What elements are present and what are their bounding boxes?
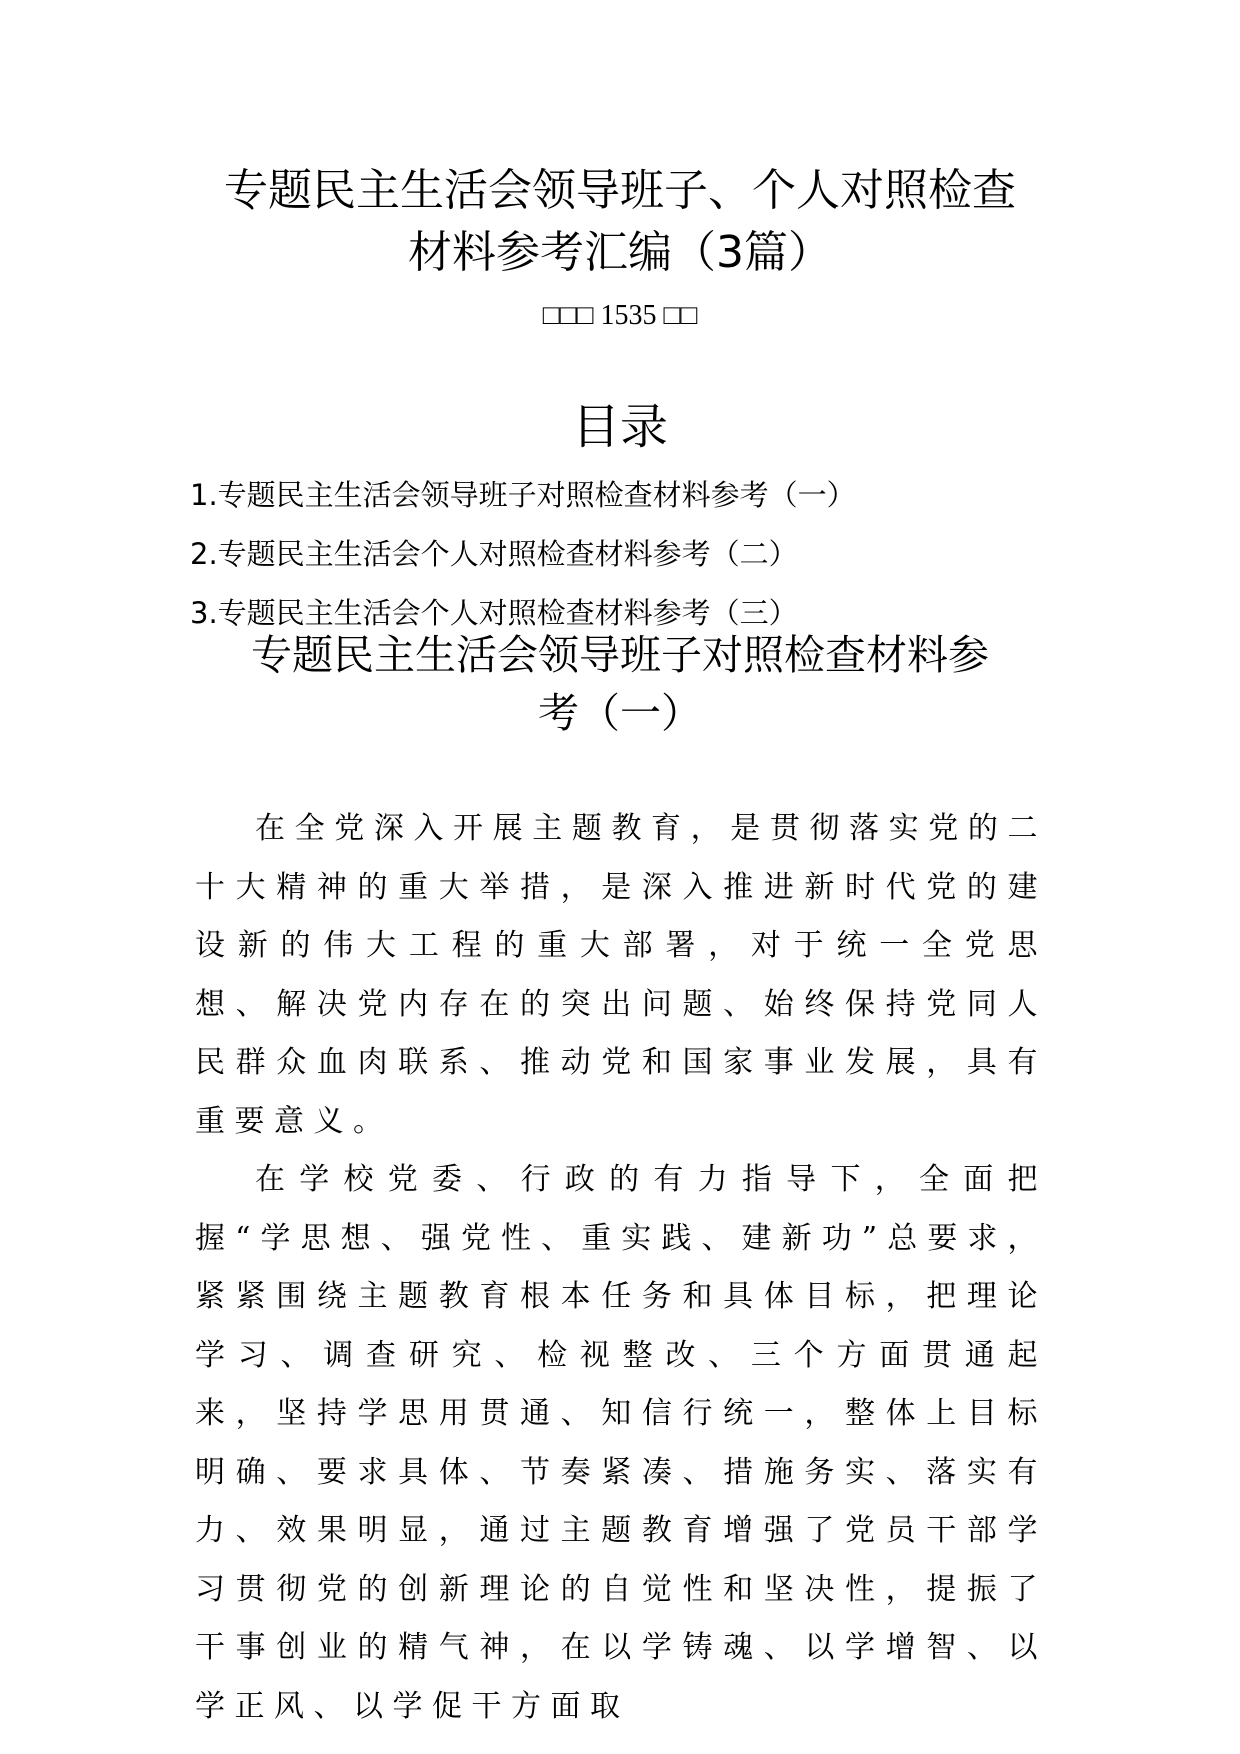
toc-item-1[interactable]: 1.专题民主生活会领导班子对照检查材料参考（一） — [190, 478, 856, 512]
document-title-line2: 材料参考汇编（3篇） — [408, 227, 832, 278]
paragraph-2: 在学校党委、行政的有力指导下，全面把握“学思想、强党性、重实践、建新功”总要求，紧紧围绕主题教育根本任务和具体目标，把理论学习、调查研究、检视整改、三个方面贯通起来，坚持学思用贯通、知信行统一，整体上目标明确、要求具体、节奏紧凑、措施务实、落实有力、效果明显，通过主题教育增强了党员干部学习贯彻党的创新理论的自觉性和坚决性，提振了干事创业的精气神，在以学铸魂、以学增智、以学正风、以学促干方面取 — [195, 1162, 1047, 1724]
document-title-line1: 专题民主生活会领导班子、个人对照检查 — [224, 165, 1016, 216]
toc-item-2[interactable]: 2.专题民主生活会个人对照检查材料参考（二） — [190, 537, 798, 571]
word-count: □□□ 1535 □□ — [542, 300, 698, 331]
toc-heading: 目录 — [571, 399, 668, 455]
toc-list — [190, 466, 856, 643]
paragraph-1: 在全党深入开展主题教育，是贯彻落实党的二十大精神的重大举措，是深入推进新时代党的建设新的伟大工程的重大部署，对于统一全党思想、解决党内存在的突出问题、始终保持党同人民群众血肉联系、推动党和国家事业发展，具有重要意义。 — [195, 811, 1047, 1139]
section-title-line2: 考（一） — [538, 689, 702, 737]
document-title — [150, 160, 1090, 284]
section-body — [195, 800, 1047, 1736]
toc-item-3[interactable]: 3.专题民主生活会个人对照检查材料参考（三） — [190, 596, 798, 630]
section-title-line1: 专题民主生活会领导班子对照检查材料参 — [251, 631, 989, 679]
section-title — [150, 626, 1090, 742]
